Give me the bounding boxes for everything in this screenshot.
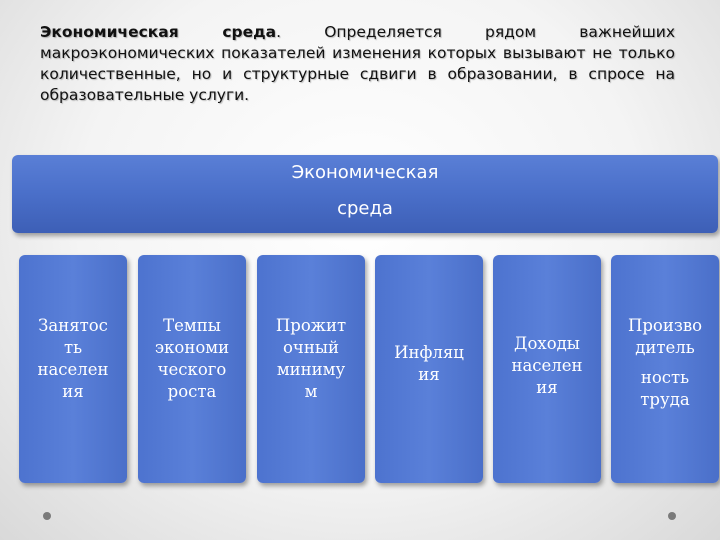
child-label-line: населен <box>37 360 109 379</box>
intro-definition: . Определяется рядом важнейших макроэкономических показателей изменения которых вызывают не только количественные, но и структурные сдвиги в образовании, в спросе на образовательные услуги. <box>40 23 676 104</box>
child-box-productivity <box>611 255 719 483</box>
intro-paragraph <box>40 22 675 106</box>
child-box-inflation <box>375 255 483 483</box>
child-label-line: Занятос <box>38 316 108 335</box>
child-box-income <box>493 255 601 483</box>
child-label-line: ия <box>62 382 84 401</box>
child-label-line: Прожит <box>275 316 347 335</box>
intro-term: Экономическая среда <box>40 23 277 41</box>
child-label-line: ия <box>418 365 440 384</box>
root-label-line2: среда <box>337 198 393 219</box>
child-label-line: ческого <box>157 360 227 379</box>
child-label-line: населен <box>511 356 583 375</box>
child-label-line: экономи <box>154 338 230 357</box>
child-label-line: ия <box>536 378 558 397</box>
child-label-line: труда <box>640 390 690 409</box>
child-label-line: дитель <box>635 338 695 357</box>
root-label-line1: Экономическая <box>291 162 439 183</box>
decorative-dot <box>43 512 51 520</box>
decorative-dot <box>668 512 676 520</box>
child-box-subsistence <box>257 255 365 483</box>
child-label-line: м <box>304 382 318 401</box>
child-label-line: миниму <box>276 360 346 379</box>
root-box <box>12 155 718 233</box>
child-label-line: Темпы <box>163 316 221 335</box>
child-label-line: Инфляц <box>394 343 464 362</box>
child-label-line: Доходы <box>514 334 580 353</box>
child-box-employment <box>19 255 127 483</box>
child-label-line: Произво <box>627 316 703 335</box>
child-label-line: ность <box>640 368 690 387</box>
child-label-line: очный <box>283 338 339 357</box>
child-label-line: ть <box>63 338 83 357</box>
child-label-line: роста <box>167 382 217 401</box>
child-box-growth <box>138 255 246 483</box>
